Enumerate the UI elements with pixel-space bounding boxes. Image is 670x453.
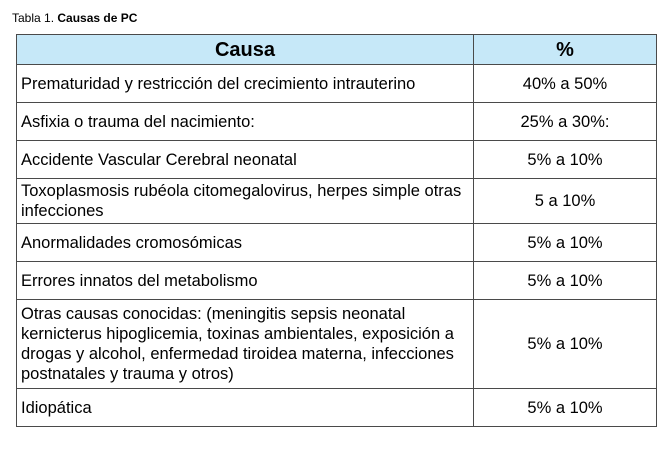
table-row bbox=[17, 262, 657, 300]
percent-cell: 5% a 10% bbox=[474, 141, 657, 179]
table-row bbox=[17, 141, 657, 179]
cause-cell: Errores innatos del metabolismo bbox=[17, 262, 474, 300]
caption-title: Causas de PC bbox=[57, 11, 138, 25]
header-cause: Causa bbox=[17, 35, 474, 65]
table-row bbox=[17, 179, 657, 224]
causes-table bbox=[16, 34, 657, 427]
cause-cell: Accidente Vascular Cerebral neonatal bbox=[17, 141, 474, 179]
cause-cell: Otras causas conocidas: (meningitis sepsis neonatal kernicterus hipoglicemia, toxinas ambientales, exposición a drogas y alcohol, enfermedad tiroidea materna, infecciones postnatales y trauma y otros) bbox=[17, 300, 474, 389]
header-row bbox=[17, 35, 657, 65]
header-percent: % bbox=[474, 35, 657, 65]
table-header bbox=[17, 35, 657, 65]
percent-cell: 5% a 10% bbox=[474, 262, 657, 300]
table-body bbox=[17, 65, 657, 427]
percent-cell: 5% a 10% bbox=[474, 224, 657, 262]
percent-cell: 5% a 10% bbox=[474, 389, 657, 427]
caption-prefix: Tabla 1. bbox=[12, 11, 58, 25]
cause-cell: Anormalidades cromosómicas bbox=[17, 224, 474, 262]
table-row bbox=[17, 103, 657, 141]
cause-cell: Prematuridad y restricción del crecimiento intrauterino bbox=[17, 65, 474, 103]
percent-cell: 25% a 30%: bbox=[474, 103, 657, 141]
cause-cell: Asfixia o trauma del nacimiento: bbox=[17, 103, 474, 141]
percent-cell: 5% a 10% bbox=[474, 300, 657, 389]
table-row bbox=[17, 224, 657, 262]
percent-cell: 40% a 50% bbox=[474, 65, 657, 103]
table-row bbox=[17, 65, 657, 103]
table-row bbox=[17, 300, 657, 389]
table-caption bbox=[12, 11, 137, 25]
cause-cell: Idiopática bbox=[17, 389, 474, 427]
percent-cell: 5 a 10% bbox=[474, 179, 657, 224]
cause-cell: Toxoplasmosis rubéola citomegalovirus, herpes simple otras infecciones bbox=[17, 179, 474, 224]
table-row bbox=[17, 389, 657, 427]
